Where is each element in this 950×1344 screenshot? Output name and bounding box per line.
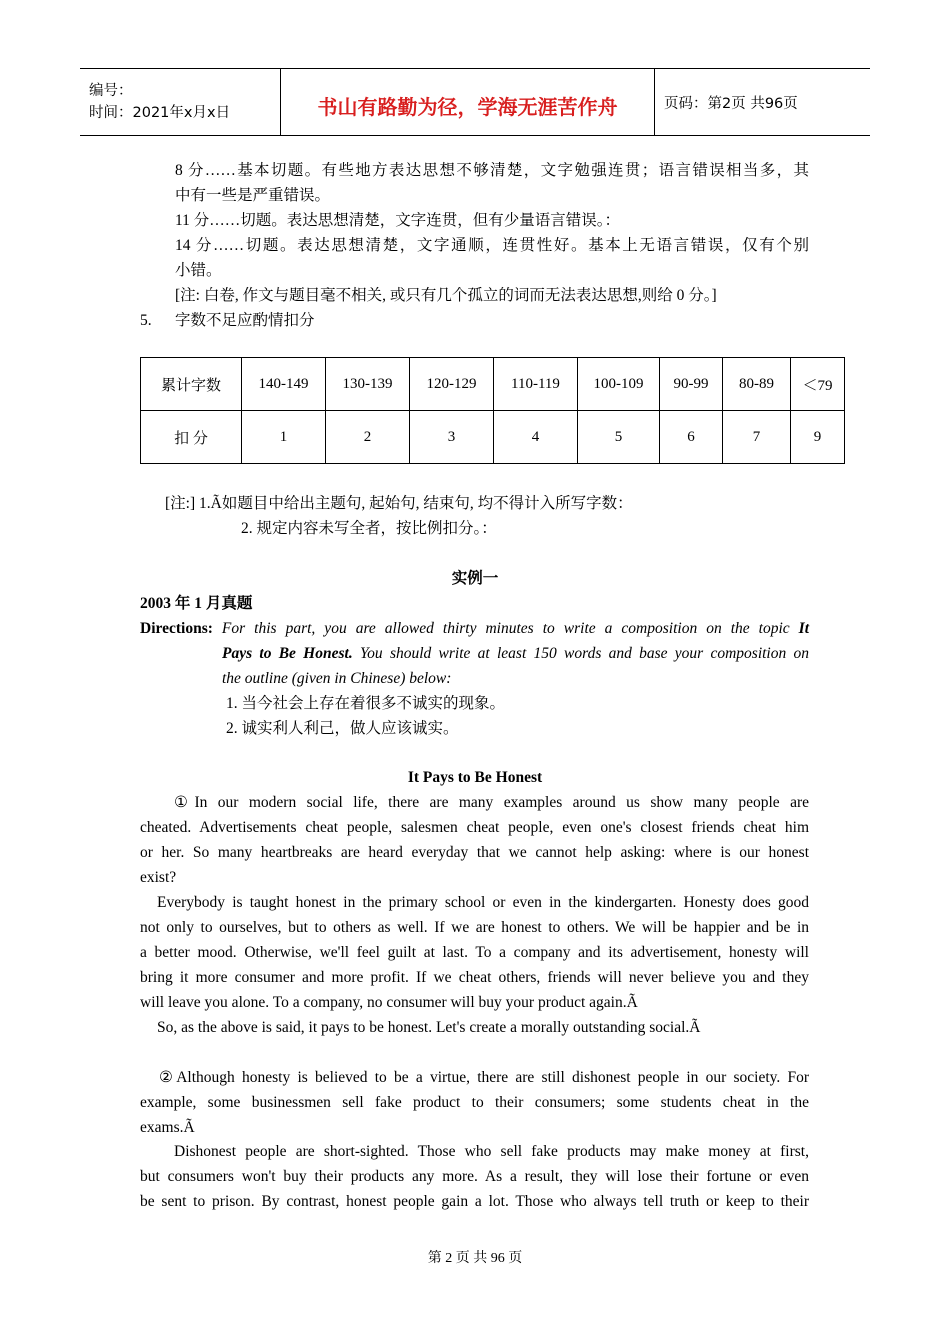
essay-p1-line3: or her. So many heartbreaks are heard everyday that we cannot help asking: where is our honest (140, 844, 809, 861)
table-cell: 80-89 (723, 358, 791, 411)
essay-p5-line3: be sent to prison. By contrast, honest people gain a lot. Those who always tell truth or keep to their (140, 1193, 809, 1210)
table-row (141, 411, 845, 464)
table-cell: 120-129 (410, 358, 494, 411)
table-cell: 6 (660, 411, 723, 464)
essay-p2-line3: a better mood. Otherwise, we'll feel guilt at last. To a company and its advertisement, honesty will (140, 944, 809, 961)
table-cell: 90-99 (660, 358, 723, 411)
directions-label: Directions: (140, 620, 213, 637)
table-cell: 100-109 (578, 358, 660, 411)
essay-p1-line4: exist? (140, 869, 177, 886)
directions-line2 (222, 641, 809, 666)
item5-text: 字数不足应酌情扣分 (175, 312, 315, 329)
header-meta (80, 69, 281, 135)
table-cell: 110-119 (494, 358, 578, 411)
essay-p4-line1: ②Although honesty is believed to be a virtue, there are still dishonest people in our society. For (159, 1069, 809, 1086)
criteria-14-line2: 小错。 (175, 262, 222, 279)
criteria-8-line1: 8 分……基本切题。有些地方表达思想不够清楚，文字勉强连贯；语言错误相当多，其 (175, 162, 809, 179)
essay-p1-line1: ①In our modern social life, there are many examples around us show many people are (174, 794, 809, 811)
table-row-header: 累计字数 (141, 358, 242, 411)
directions-text-1: For this part, you are allowed thirty minutes to write a composition on the topic (221, 620, 790, 637)
directions-line3: the outline (given in Chinese) below: (222, 670, 452, 687)
note-2: 2. 规定内容未写全者，按比例扣分。： (241, 520, 497, 537)
table-cell: 5 (578, 411, 660, 464)
table-cell: 4 (494, 411, 578, 464)
directions-topic-1: It (798, 620, 810, 637)
deduction-table (140, 357, 845, 464)
table-cell: 7 (723, 411, 791, 464)
date-label: 时间：2021年x月x日 (89, 105, 231, 121)
table-cell: ＜79 (791, 358, 845, 411)
criteria-note: [注: 白卷, 作文与题目毫不相关, 或只有几个孤立的词而无法表达思想,则给 0 分。] (175, 287, 717, 304)
essay-p2-line5: will leave you alone. To a company, no consumer will buy your product again.Ã (140, 994, 638, 1011)
criteria-8-line2: 中有一些是严重错误。 (175, 187, 331, 204)
outline-item-1: 1. 当今社会上存在着很多不诚实的现象。 (226, 695, 506, 712)
item5-number: 5. (140, 312, 152, 329)
note-1: [注:] 1.Ã如题目中给出主题句, 起始句, 结束句, 均不得计入所写字数： (165, 495, 633, 512)
table-row (141, 358, 845, 411)
page-footer: 第 2 页 共 96 页 (427, 1251, 523, 1266)
essay-p2-line4: bring it more consumer and more profit. If we cheat others, friends will never believe you and they (140, 969, 809, 986)
table-cell: 130-139 (326, 358, 410, 411)
essay-p4-line3: exams.Ã (140, 1119, 195, 1136)
outline-item-2: 2. 诚实利人利己，做人应该诚实。 (226, 720, 459, 737)
table-cell: 2 (326, 411, 410, 464)
essay-p4-line2: example, some businessmen sell fake product to their consumers; some students cheat in the (140, 1094, 809, 1111)
directions-line1 (140, 616, 809, 641)
directions-text-2: You should write at least 150 words and base your composition on (359, 645, 810, 662)
number-label: 编号： (89, 83, 133, 99)
essay-p5-line2: but consumers won't buy their products any more. As a result, they will lose their fortune or even (140, 1168, 809, 1185)
essay-p2-line1: Everybody is taught honest in the primary school or even in the kindergarten. Honesty does good (157, 894, 809, 911)
directions-topic-2: Pays to Be Honest. (222, 645, 353, 662)
criteria-14-line1: 14 分……切题。表达思想清楚，文字通顺，连贯性好。基本上无语言错误，仅有个别 (175, 237, 809, 254)
table-cell: 3 (410, 411, 494, 464)
header-page-label: 页码：第2页 共96页 (664, 95, 798, 112)
essay-title: It Pays to Be Honest (407, 769, 543, 786)
essay-p2-line2: not only to ourselves, but to others as well. If we are honest to others. We will be happier and be in (140, 919, 809, 936)
essay-p1-line2: cheated. Advertisements cheat people, salesmen cheat people, even one's closest friends cheat him (140, 819, 809, 836)
table-cell: 1 (242, 411, 326, 464)
table-cell: 140-149 (242, 358, 326, 411)
table-cell: 9 (791, 411, 845, 464)
criteria-11: 11 分……切题。表达思想清楚，文字连贯，但有少量语言错误。： (175, 212, 621, 229)
example-title: 实例一 (451, 570, 499, 587)
table-row-header: 扣 分 (141, 411, 242, 464)
page-header (80, 68, 870, 136)
essay-p5-line1: Dishonest people are short-sighted. Those who sell fake products may make money at first, (174, 1143, 809, 1160)
example-subtitle: 2003 年 1 月真题 (140, 595, 253, 612)
essay-p3-line1: So, as the above is said, it pays to be honest. Let's create a morally outstanding social.Ã (157, 1019, 701, 1036)
header-motto: 书山有路勤为径，学海无涯苦作舟 (281, 69, 655, 135)
